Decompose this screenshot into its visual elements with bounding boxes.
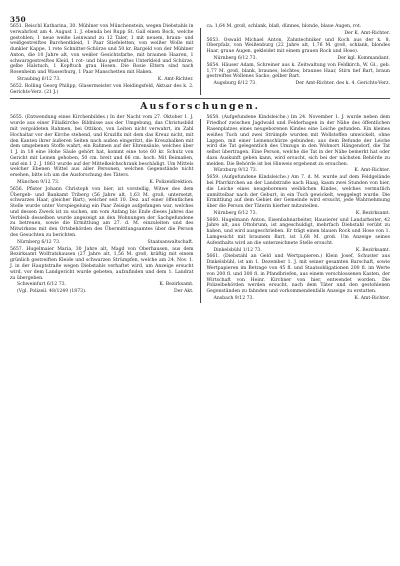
entry-signature: [10, 240, 194, 246]
entry-5656: [10, 187, 194, 246]
section-title: Ausforschungen.: [10, 98, 390, 112]
entry-signature: [10, 180, 194, 186]
signature-authority: K. Bezirksamt.: [159, 282, 194, 288]
entry-5659: [207, 175, 391, 216]
top-entries: [10, 24, 390, 95]
signature-place-date: Ansbach 9/12 73.: [213, 295, 254, 301]
main-entries: [10, 115, 390, 302]
entry-text: 5660. Hugelmann Anton, Eisenbahnarbeiter, Hausierer und Landarbeiter, 42 Jahre alt, aus Ottobrunn, ist angeschuldigt, mehrfach Diebstahl verübt zu haben, und wird ausgeschrieben. Er trägt einen blauen Rock und Hose von 1. Lamgesicht mit braunem Bart, ist 1,68 M. groß. Um Anzeige seines Aufenthalts wird an die unterzeichnete Stelle ersucht.: [206, 217, 390, 246]
entry-5661: [207, 254, 391, 301]
entry-5654: [207, 63, 391, 87]
signature-authority: K. Amt-Richter.: [354, 295, 390, 301]
signature-authority: K. Bezirksamt.: [355, 247, 390, 253]
entry-text: 5658. (Aufgefundene Kindsleiche.) Im 24. November 1. J. wurde neben dem Friedhof zwischen Jagdwald und Felderhagen in der Nähe des öffentlichen Rasenplatzes eines neugeborenen Kindes eine Leiche gefunden. Ein kleines weißes Tuch und zwei Strümpfe wurden mit Wollstoffen umwickelt, ohne Lappen, mit einer Leinenschürze gebunden; aus dem Befunde der Leiche wird die Tat gelegentlich des Umzugs in den Wohnort Hängendorf, die Tat selbst übertragen. Eine Person, welche die Tat in der Nähe bemerkt hat oder dazu Auskunft geben kann, wird ersucht, sich bei der nächsten Behörde zu melden. Die Behörde ist bei Hinweis ergebenst zu ersuchen.: [206, 115, 390, 167]
signature-authority: K. Amt-Richter.: [354, 168, 390, 174]
signature-authority: K. Polizeidirektion.: [149, 179, 194, 185]
signature-authority: Der kgl. Kommandant.: [337, 55, 390, 61]
entry-signature: [207, 296, 391, 302]
entry-text: 5657. Hugelmaier Maria, 30 Jahre alt, Magd von Oberhausen, aus dem Bezirksamt Wolfratshausen (27 Jahre alt, 1,56 M. groß, kräftig mit einem grünlich gestreiften Kleide und schwarzen Strümpfen, welche am 24. Nov. 1. J. in der Hauptstraße wegen Diebstahls verhaftet wird, um Anzeige ersucht wird, vor dem Landgericht wurde gebeten, aufzufinden und dem 1. Landrat zu übergeben.: [10, 246, 194, 281]
entry-text: 5656. Pfister Johann Christoph von hier, ist vorstellig, Witwe des dem Übergeb- und Bankamt Triberg (56 Jahre alt, 1,63 M. groß, untersetzt, schwarzes Haar, gleicher Bart), welcher seit 10. Dez. auf einer öffentlichen Stelle wurde unter Vorspiegelung ein Paar Zeisige aufgefangen war, welches und dessen Zweck ist zu suchen, um vom Anfang bis Ende dieses Jahres das Verbleib desselben wurde angezeigt an den Wohnungen der Sachgefundene zu betreuen, sowie die Ermittlung am 27. d. M. einzuleiten und des Mitwirkens mit den Ortsbehörden des Übermittlungsamtes über die Person des Gesuchten zu berichten.: [10, 186, 194, 239]
right-column: [207, 115, 391, 302]
entry-text: 5661. (Diebstahl an Geld und Wertpapieren.) Klein Josef, Schuster aus Dinkelsbühl, ist am 1. Dezember 1. J. mit seiner gesamten Barschaft, sowie Wertpapieren im Betrage von 45 fl. und Staatsobligationen 200 fl. im Werte von 200 fl. und 300 fl. in Pfandbriefen, aus einem verschlossenen Kasten, der Wirtschaft von Heinr. Kirchner von hier, entwendet worden. Die Polizeibehörden werden ersucht, nach dem Täter und den gestohlenen Gegenständen zu fahnden und vorkommendenfalls Anzeige zu erstatten.: [206, 254, 390, 295]
signature-authority: Staatsanwaltschaft.: [147, 239, 194, 245]
footnote: [10, 289, 194, 295]
entry-text: 5659. (Aufgefundene Kindsleiche.) Am 7. d. M. wurde auf dem Feldgelände bei Pfarrkirchen an der Landstraße nach Haag, kaum zwei Stunden von hier, die Leiche eines neugeborenen weiblichen Kindes, welches vermutlich unmittelbar nach der Geburt, in ein Tuch gewickelt, weggelegt wurde. Die Ermittlung auf dem Gebiet der Gemeinde wird ersucht, jede Wahrnehmung über die Person der Täterin hierher mitzuteilen.: [206, 175, 390, 210]
entry-text: 5654. Häuser Adam, Schreiner aus k. Zeitwaltung von Feldkirch, W. Gl., geb. 1,77 M. groß, blank, braunes, leichtes, braunes Haar, Stirn tief Bart, braun gestreiftes Wollenes Sacko, gelber Bart.: [206, 62, 390, 80]
signature-place-date: Augsburg 6/12 73.: [213, 81, 257, 87]
signature-place-date: Nürnberg 6/12 73.: [17, 239, 61, 245]
entry-text: 5652. Rolling Georg Philipp, Glasermeister von Heidingsfeld, Aktuar des k. 2. Gerichts-Verz. (21 J.): [10, 83, 194, 95]
column-divider: [200, 28, 201, 95]
signature-place-date: [207, 31, 214, 37]
signature-authority: Der K. Amt-Richter.: [344, 30, 390, 36]
entry-text: 5655. (Entwendung eines Kirchenbildes.) In der Nacht vom 27. Oktober 1. J. wurde aus einer Filialkirche: Bildnisse aus der Umgebung, das Christusbild mit vergoldeten Rahmen, bei Ottikon, von Leiten nicht verwahrt, im Zahl Hochaltar vor der Kirche stehend, und Kruzifix mit dem das Kreuz nicht, mit den Kanten ihrer äußeren Seiten nach außen eingeritzt, die Kreuzbalken mit dem umgebenen Stoffe wahrt, ein Rahmen auf der Ehrensäule, welches über 1 J. in 18 eine Hohe Säule gehört hat, kommt eine tote 60 kr. Schutz von Gericht mit Leinen gehoben, 50 cm. breit und 66 cm. hoch. Mit Beimaßen, und ein 1 2. J. 1861 wurde auf der Mittelkelchschrank beschädigt. Um Mittels welcher Ebenen Wittel aus aller Personen, welchen Gegenstände nicht ersehen, bitte ich um die Ausforschung des Täters.: [10, 115, 194, 179]
footnote-reference: (Vgl. Polizeil. 48/1249 (1873).: [17, 289, 87, 295]
entry-text: ca. 1,64 M. groß, schlank, blaß, dünnes, blonde, blaue Augen, rot.: [206, 24, 362, 29]
entry-signature: [207, 31, 391, 37]
entry-5652: [10, 84, 194, 96]
entry-signature: [10, 282, 194, 288]
signature-place-date: München 9/12 73.: [17, 179, 60, 185]
entry-signature: [207, 248, 391, 254]
entry-continuation: [207, 24, 391, 37]
footnote-authority: Der Akt.: [174, 289, 194, 295]
signature-place-date: Nürnberg 6/12 73.: [213, 55, 257, 61]
signature-place-date: Straubing 6/12 73.: [17, 77, 61, 83]
entry-5655: [10, 115, 194, 185]
entry-signature: [207, 81, 391, 87]
signature-place-date: Schweinfurt 6/12 73.: [17, 282, 66, 288]
entry-signature: [207, 168, 391, 174]
entry-text: 5653. Oswald Michael Anton, Zahntechniker und Koch aus der k. 8. Oberpfalz, von Weißenburg (22 Jahre alt, 1,76 M. groß, schlank, blondes Haar, graue Augen, gekleidet mit einem grauen Rock und Hose).: [206, 37, 390, 55]
entry-text: 5651. Reischl Katharina, 30. Mühlner von Münchenstein, wegen Diebstahls in verwahrlost am 4. August 1. J. ebenda bei Rupp St. Gall einen Bock, welche gestohlen; 1 neue weiße Leinwand zu 12 Taler, 1 mit neuem, braun- und weißgestreiftes Barchentkleid, 1 Paar Stiefeletten, von weißer Wolle mit dunkler Kappe, 1 rote Schnitter-Schürze und 50 kr. Bargeld von der Mühlner Anton, die 10 Jahre alt, von weißer Gesichtsfarbe, mit braunen Haaren, 1 schwarzgestreiftes Kleid, 1 rot- und blau gestreiftes Unterkleid und Schürze, gelbe Halstuch, 1 Kopftuch grau Hosen. Die Rosie Eltern sind nach Rosenheim und Wasserburg, 1 Paar Manschetten mit Haken.: [10, 24, 194, 76]
signature-place-date: Würzburg 9/12 73.: [213, 168, 258, 174]
column-divider: [200, 119, 201, 302]
entry-signature: [10, 77, 194, 83]
top-right-column: [207, 24, 391, 95]
entry-5657: [10, 247, 194, 288]
entry-5651: [10, 24, 194, 83]
signature-authority: Der Amt-Richter. des k. 4. Gerichts-Verz.: [295, 81, 390, 87]
page-number: 350: [10, 15, 26, 24]
entry-5653: [207, 38, 391, 62]
signature-place-date: Dinkelsbühl 1/12 73.: [213, 247, 262, 253]
entry-5658: [207, 115, 391, 174]
entry-5660: [207, 218, 391, 254]
entry-signature: [207, 211, 391, 217]
signature-place-date: Nürnberg 6/12 73.: [213, 210, 257, 216]
top-left-column: [10, 24, 194, 95]
entry-signature: [207, 56, 391, 62]
signature-authority: K. Bezirksamt.: [355, 210, 390, 216]
left-column: [10, 115, 194, 302]
signature-authority: K. Amt-Richter.: [157, 77, 194, 83]
